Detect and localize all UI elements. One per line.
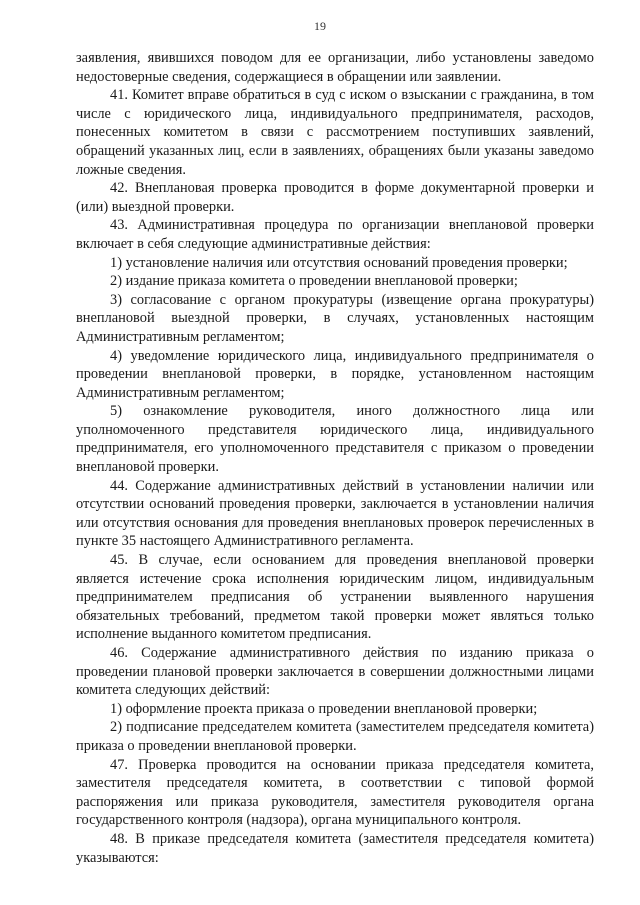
paragraph: 5) ознакомление руководителя, иного должностного лица или уполномоченного представителя юридического лица, индивидуального предпринимателя, его уполномоченного представителя с приказом о проведении внеплановой проверки. xyxy=(76,403,594,476)
paragraph: 1) установление наличия или отсутствия оснований проведения проверки; xyxy=(110,254,568,271)
paragraph: 43. Административная процедура по организации внеплановой проверки включает в себя следующие административные действия: xyxy=(76,217,594,252)
paragraph: 45. В случае, если основанием для проведения внеплановой проверки является истечение срока исполнения юридическим лицом, индивидуальным предпринимателем предписания об устранении выявленного нарушения обязательных требований, предметом такой проверки может являться только исполнение выданного комитетом предписания. xyxy=(76,552,594,643)
page-number: 19 xyxy=(314,19,326,33)
document-body xyxy=(76,49,594,867)
paragraph: заявления, явившихся поводом для ее организации, либо установлены заведомо недостоверные сведения, содержащиеся в обращении или заявлении. xyxy=(76,50,594,85)
paragraph: 47. Проверка проводится на основании приказа председателя комитета, заместителя председателя комитета, в соответствии с типовой формой распоряжения или приказа руководителя, заместителя руководителя органа государственного контроля (надзора), органа муниципального контроля. xyxy=(76,756,594,829)
paragraph: 1) оформление проекта приказа о проведении внеплановой проверки; xyxy=(110,700,538,717)
paragraph: 44. Содержание административных действий в установлении наличии или отсутствии оснований проведения проверки, заключается в установлении наличия или отсутствия основания для проведения внеплановых проверок перечисленных в пункте 35 настоящего Административного регламента. xyxy=(76,477,594,550)
paragraph: 48. В приказе председателя комитета (заместителя председателя комитета) указываются: xyxy=(76,830,594,866)
paragraph: 3) согласование с органом прокуратуры (извещение органа прокуратуры) внеплановой выездной проверки, в случаях, установленных настоящим Административным регламентом; xyxy=(76,291,594,345)
paragraph: 4) уведомление юридического лица, индивидуального предпринимателя о проведении внеплановой проверки, в порядке, установленном настоящим Административным регламентом; xyxy=(76,347,594,401)
paragraph: 42. Внеплановая проверка проводится в форме документарной проверки и (или) выездной проверки. xyxy=(76,180,594,215)
paragraph: 2) издание приказа комитета о проведении внеплановой проверки; xyxy=(110,273,518,290)
paragraph: 2) подписание председателем комитета (заместителем председателя комитета) приказа о проведении внеплановой проверки. xyxy=(76,719,594,754)
paragraph: 41. Комитет вправе обратиться в суд с иском о взыскании с гражданина, в том числе с юридического лица, индивидуального предпринимателя, расходов, понесенных комитетом в связи с рассмотрением поступивших заявлений, обращений указанных лиц, если в заявлениях, обращениях были указаны заведомо ложные сведения. xyxy=(76,87,594,178)
paragraph: 46. Содержание административного действия по изданию приказа о проведении плановой проверки заключается в совершении должностными лицами комитета следующих действий: xyxy=(76,645,594,699)
